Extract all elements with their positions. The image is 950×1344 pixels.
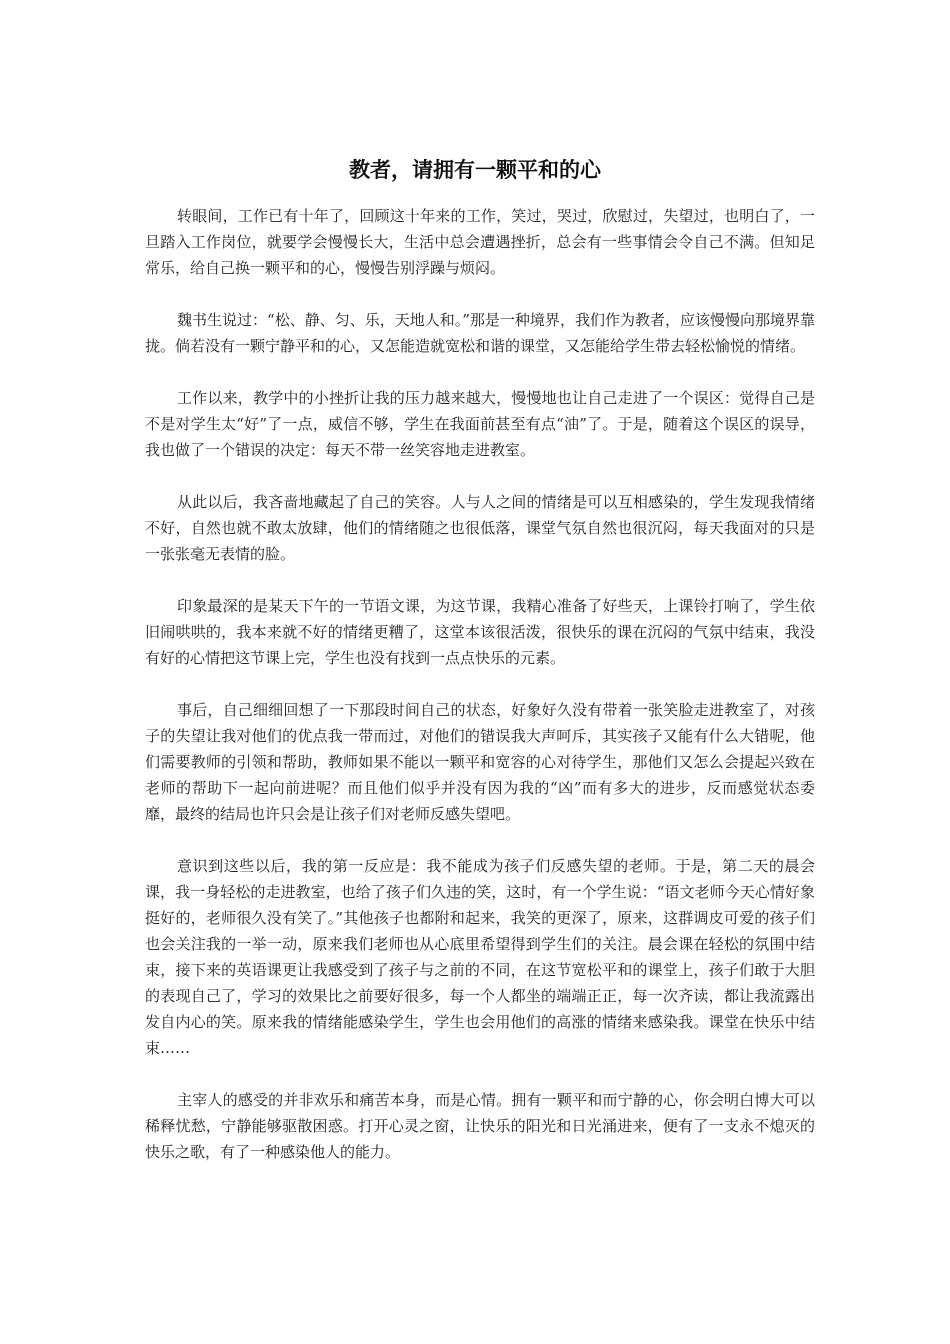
- paragraph-6: 事后，自己细细回想了一下那段时间自己的状态，好象好久没有带着一张笑脸走进教室了，对孩子的失望让我对他们的优点我一带而过，对他们的错误我大声呵斥，其实孩子又能有什么大错呢，他们需要教师的引领和帮助，教师如果不能以一颗平和宽容的心对待学生，那他们又怎么会提起兴致在老师的帮助下一起向前进呢？而且他们似乎并没有因为我的“凶”而有多大的进步，反而感觉状态委靡，最终的结局也许只会是让孩子们对老师反感失望吧。: [145, 701, 815, 823]
- paragraph-2: 魏书生说过：“松、静、匀、乐，天地人和。”那是一种境界，我们作为教者，应该慢慢向那境界靠拢。倘若没有一颗宁静平和的心，又怎能造就宽松和谐的课堂，又怎能给学生带去轻松愉悦的情绪。: [145, 311, 815, 355]
- paragraph-1: 转眼间，工作已有十年了，回顾这十年来的工作，笑过，哭过，欣慰过，失望过，也明白了，一旦踏入工作岗位，就要学会慢慢长大，生活中总会遭遇挫折，总会有一些事情会令自己不满。但知足常乐，给自己换一颗平和的心，慢慢告别浮躁与烦闷。: [145, 207, 815, 277]
- document-body: [145, 203, 815, 1191]
- paragraph-3: 工作以来，教学中的小挫折让我的压力越来越大，慢慢地也让自己走进了一个误区：觉得自己是不是对学生太“好”了一点，威信不够，学生在我面前甚至有点“油”了。于是，随着这个误区的误导，我也做了一个错误的决定：每天不带一丝笑容地走进教室。: [145, 389, 815, 459]
- document-title: 教者，请拥有一颗平和的心: [349, 158, 601, 182]
- paragraph-7: 意识到这些以后，我的第一反应是：我不能成为孩子们反感失望的老师。于是，第二天的晨会课，我一身轻松的走进教室，也给了孩子们久违的笑，这时，有一个学生说：“语文老师今天心情好象挺好的，老师很久没有笑了。”其他孩子也都附和起来，我笑的更深了，原来，这群调皮可爱的孩子们也会关注我的一举一动，原来我们老师也从心底里希望得到学生们的关注。晨会课在轻松的氛围中结束，接下来的英语课更让我感受到了孩子与之前的不同，在这节宽松平和的课堂上，孩子们敢于大胆的表现自己了，学习的效果比之前要好很多，每一个人都坐的端端正正，每一次齐读，都让我流露出发自内心的笑。原来我的情绪能感染学生，学生也会用他们的高涨的情绪来感染我。课堂在快乐中结束……: [145, 857, 815, 1057]
- paragraph-5: 印象最深的是某天下午的一节语文课，为这节课，我精心准备了好些天，上课铃打响了，学生依旧闹哄哄的，我本来就不好的情绪更糟了，这堂本该很活泼，很快乐的课在沉闷的气氛中结束，我没有好的心情把这节课上完，学生也没有找到一点点快乐的元素。: [145, 597, 815, 667]
- paragraph-4: 从此以后，我吝啬地藏起了自己的笑容。人与人之间的情绪是可以互相感染的，学生发现我情绪不好，自然也就不敢太放肆，他们的情绪随之也很低落，课堂气氛自然也很沉闷，每天我面对的只是一张张毫无表情的脸。: [145, 493, 815, 563]
- paragraph-8: 主宰人的感受的并非欢乐和痛苦本身，而是心情。拥有一颗平和而宁静的心，你会明白博大可以稀释忧愁，宁静能够驱散困惑。打开心灵之窗，让快乐的阳光和日光涌进来，便有了一支永不熄灭的快乐之歌，有了一种感染他人的能力。: [145, 1091, 815, 1161]
